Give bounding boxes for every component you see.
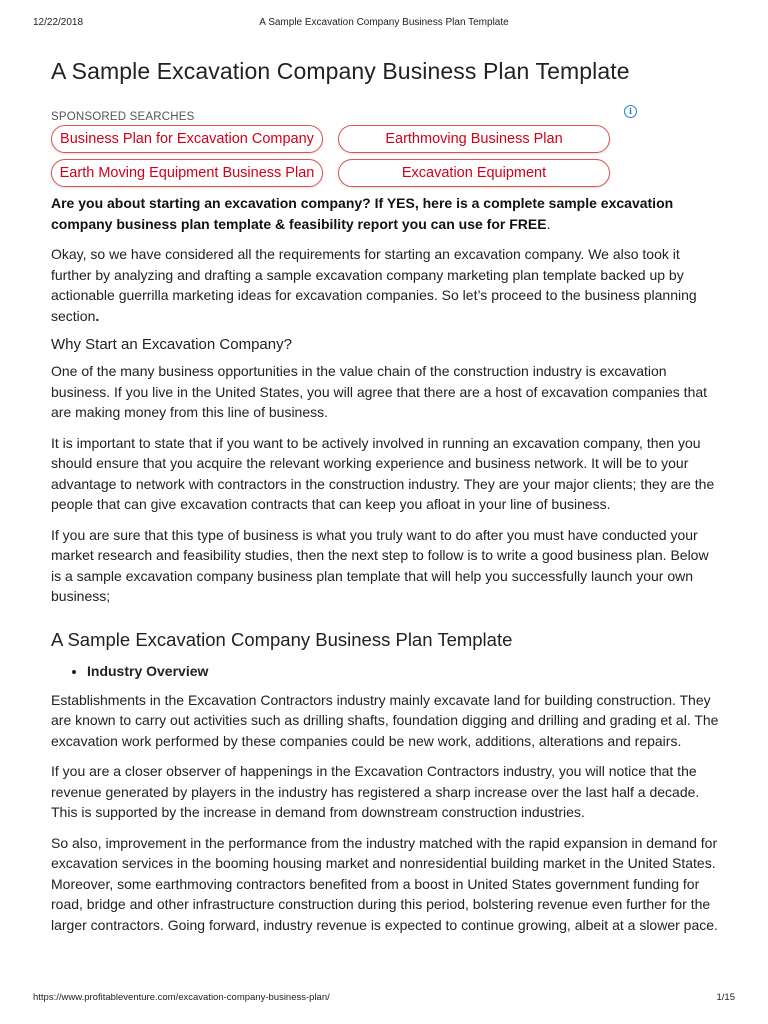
paragraph: So also, improvement in the performance from the industry matched with the rapid expansion in demand for excavation services in the booming housing market and nonresidential building market in the United States. Moreover, some earthmoving contractors benefited from a boost in United States government funding for road, bridge and other infrastructure construction during this period, bolstering revenue even further for the larger contractors. Going forward, industry revenue is expected to continue growing, albeit at a slower pace. bbox=[51, 834, 718, 933]
sponsored-label: SPONSORED SEARCHES bbox=[51, 111, 195, 123]
why-heading: Why Start an Excavation Company? bbox=[51, 336, 292, 353]
paragraph-text: Okay, so we have considered all the requirements for starting an excavation company. We also took it further by analyzing and drafting a sample excavation company marketing plan template backed up by actionable guerrilla marketing ideas for excavation companies. So let’s proceed to the business planning section bbox=[51, 246, 697, 324]
intro-paragraph bbox=[51, 193, 721, 234]
paragraph: If you are sure that this type of business is what you truly want to do after you must have conducted your market research and feasibility studies, then the next step to follow is to write a good business plan. Below is a sample excavation company business plan template that will help you successfully launch your own business; bbox=[51, 526, 709, 604]
intro-bold-text: Are you about starting an excavation company? If YES, here is a complete sample excavation company business plan template & feasibility report you can use for FREE bbox=[51, 195, 674, 232]
print-footer bbox=[33, 992, 735, 1006]
page-number: 1/15 bbox=[716, 992, 735, 1003]
chip-row bbox=[51, 125, 623, 153]
paragraph bbox=[51, 244, 721, 326]
paragraph-end: . bbox=[95, 307, 100, 324]
section-heading: A Sample Excavation Company Business Plan Template bbox=[51, 628, 513, 650]
info-icon[interactable]: i bbox=[624, 105, 637, 118]
sponsored-searches bbox=[51, 106, 633, 187]
print-header bbox=[33, 17, 735, 31]
paragraph: It is important to state that if you want to be actively involved in running an excavation company, then you should ensure that you acquire the relevant working experience and business network. It will be to your advantage to network with contractors in the construction industry. They are your major clients; they are the people that can give excavation contracts that can keep you afloat in your line of business. bbox=[51, 434, 715, 512]
search-chip-business-plan-excavation[interactable]: Business Plan for Excavation Company bbox=[51, 125, 323, 153]
search-chip-earth-moving-equipment[interactable]: Earth Moving Equipment Business Plan bbox=[51, 159, 323, 187]
paragraph: One of the many business opportunities in the value chain of the construction industry is excavation business. If you live in the United States, you will agree that there are a host of excavation companies that are making money from this line of business. bbox=[51, 363, 708, 420]
print-url: https://www.profitableventure.com/excavation-company-business-plan/ bbox=[33, 992, 330, 1003]
page-title: A Sample Excavation Company Business Plan Template bbox=[51, 58, 630, 84]
paragraph: Establishments in the Excavation Contractors industry mainly excavate land for building construction. They are known to carry out activities such as drilling shafts, foundation digging and drilling and grading et al. The excavation work performed by these companies could be new work, additions, alterations and repairs. bbox=[51, 691, 719, 749]
search-chip-excavation-equipment[interactable]: Excavation Equipment bbox=[338, 159, 610, 187]
search-chip-earthmoving-business-plan[interactable]: Earthmoving Business Plan bbox=[338, 125, 610, 153]
article-content bbox=[51, 58, 721, 945]
print-document-title: A Sample Excavation Company Business Plan Template bbox=[259, 17, 509, 28]
intro-end: . bbox=[546, 215, 551, 232]
bullet-item-industry-overview: • Industry Overview bbox=[87, 661, 721, 681]
chip-row bbox=[51, 159, 623, 187]
bullet-list bbox=[51, 661, 721, 681]
print-date: 12/22/2018 bbox=[33, 17, 84, 28]
paragraph: If you are a closer observer of happenings in the Excavation Contractors industry, you will notice that the revenue generated by players in the industry has registered a sharp increase over the last half a decade. This is supported by the increase in demand from downstream construction industries. bbox=[51, 763, 700, 820]
